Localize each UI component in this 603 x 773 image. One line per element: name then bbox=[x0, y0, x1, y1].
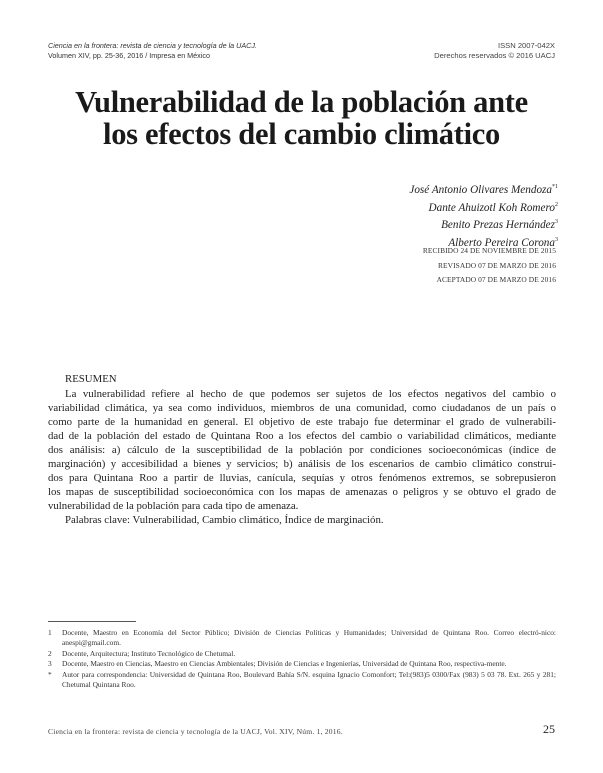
running-footer: Ciencia en la frontera: revista de ciencia y tecnología de la UACJ, Vol. XIV, Núm. 1, 2016. bbox=[48, 727, 343, 736]
footnote-mark: 2 bbox=[48, 648, 52, 658]
footnotes bbox=[48, 628, 556, 690]
abstract-line: como parte de la humanidad en general. El objetivo de este trabajo fue determinar el grado de vulnerabili- bbox=[48, 416, 556, 429]
author: Benito Prezas Hernández$^3$ bbox=[441, 219, 558, 232]
footnote-mark: 3 bbox=[48, 659, 52, 669]
keywords: Palabras clave: Vulnerabilidad, Cambio climático, Índice de marginación. bbox=[65, 514, 384, 526]
abstract-line: La vulnerabilidad refiere al hecho de que podemos ser sujetos de los efectos negativos del cambio o bbox=[65, 388, 556, 400]
footnote-text: Docente, Arquitectura; Instituto Tecnológico de Chetumal. bbox=[62, 648, 236, 658]
abstract-line: los mapas de susceptibilidad socioeconómica con los mapas de amenazas o peligros y se obtuvo el grado de bbox=[48, 486, 556, 499]
footnote-text: Autor para correspondencia: Universidad de Quintana Roo, Boulevard Bahía S/N. esquina Ignacio Comonfort; Tel:(983)5 0300/Fax (983) 5 03 78. Ext. 265 y 281; Chetumal Quintana Roo. bbox=[62, 669, 556, 690]
author-list bbox=[409, 180, 558, 250]
footnote-mark: * bbox=[48, 669, 52, 679]
footnote-text: Docente, Maestro en Ciencias, Maestro en Ciencias Ambientales; División de Ciencias e Ingenierías, Universidad de Quintana Roo, respectiva-mente. bbox=[62, 659, 507, 669]
article-title bbox=[40, 86, 563, 150]
abstract-heading: RESUMEN bbox=[65, 373, 117, 385]
footnote bbox=[48, 628, 556, 649]
footnote bbox=[48, 659, 556, 669]
page-number: 25 bbox=[543, 722, 555, 736]
footnote bbox=[48, 649, 556, 659]
abstract-line: dos para Quintana Roo a partir de lluvias, canícula, sequías y otros fenómenos extremos, se sobrepusieron bbox=[48, 472, 556, 485]
footnote-divider bbox=[48, 621, 136, 622]
abstract-line: vulnerabilidad de la población para cada tipo de amenaza. bbox=[48, 500, 299, 513]
date-accepted: ACEPTADO 07 DE MARZO DE 2016 bbox=[436, 275, 556, 285]
issn-block bbox=[434, 41, 555, 61]
abstract-line: dos análisis: a) cálculo de la susceptibilidad de la población por condiciones socioeconómicas (índice de bbox=[48, 444, 556, 457]
copyright: Derechos reservados © 2016 UACJ bbox=[434, 51, 555, 60]
author: Dante Ahuizotl Koh Romero$^2$ bbox=[428, 201, 558, 214]
date-received: RECIBIDO 24 DE NOVIEMBRE DE 2015 bbox=[422, 246, 556, 255]
abstract-line: marginación) y accesibilidad a bienes y servicios; b) análisis de los escenarios de cambio climático construi- bbox=[48, 458, 556, 471]
journal-name: Ciencia en la frontera: revista de ciencia y tecnología de la UACJ. bbox=[48, 41, 257, 50]
abstract-body bbox=[48, 387, 556, 513]
footnote bbox=[48, 670, 556, 691]
journal-header bbox=[48, 41, 257, 61]
article-dates bbox=[423, 244, 556, 288]
title-line-1: Vulnerabilidad de la población ante bbox=[75, 85, 528, 119]
volume-info: Volumen XIV, pp. 25-36, 2016 / Impresa en México bbox=[48, 51, 210, 60]
abstract-line: dad de la población del estado de Quintana Roo a los efectos del cambio o variabilidad climáticos, mediante bbox=[48, 430, 556, 443]
abstract-line: variabilidad climática, ya sea como individuos, miembros de una comunidad, como ciudadanos de un país o bbox=[48, 402, 556, 415]
author: Alberto Pereira Corona$^3$ bbox=[448, 236, 558, 249]
issn: ISSN 2007-042X bbox=[498, 41, 555, 50]
footnote-text: Docente, Maestro en Economía del Sector Público; División de Ciencias Políticas y Humanidades; Universidad de Quintana Roo. Correo electró-nico: anespi@gmail.com. bbox=[62, 628, 556, 648]
footnote-mark: 1 bbox=[48, 628, 52, 637]
date-revised: REVISADO 07 DE MARZO DE 2016 bbox=[438, 260, 556, 270]
title-line-2: los efectos del cambio climático bbox=[103, 117, 500, 151]
author: José Antonio Olivares Mendoza$^{*1}$ bbox=[409, 184, 558, 196]
